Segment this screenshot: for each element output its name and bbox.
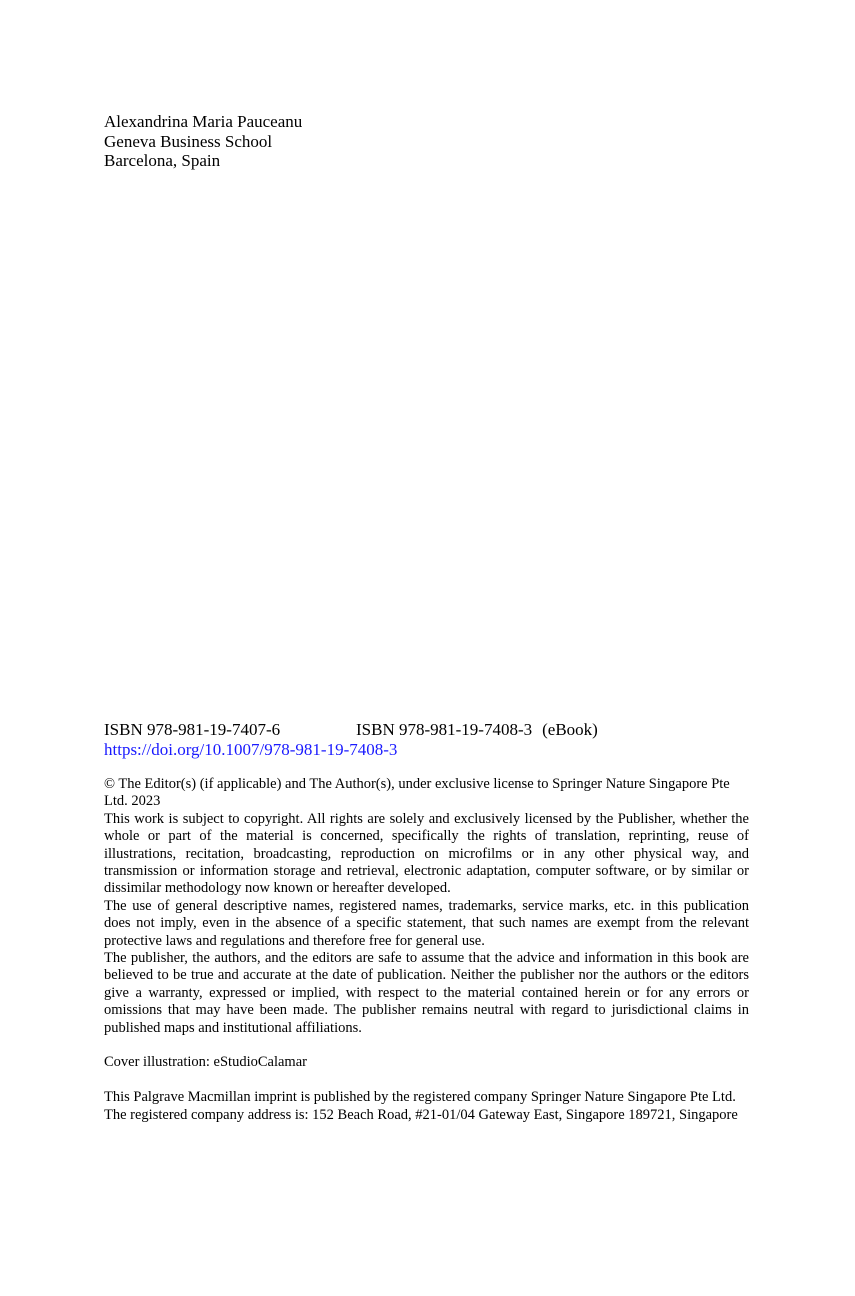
isbn-ebook: ISBN 978-981-19-7408-3 xyxy=(356,720,533,739)
author-affiliation: Geneva Business School xyxy=(104,131,273,151)
doi-link[interactable]: https://doi.org/10.1007/978-981-19-7408-3 xyxy=(104,740,398,759)
ebook-tag: (eBook) xyxy=(542,720,598,739)
cover-credit: Cover illustration: eStudioCalamar xyxy=(104,1054,307,1071)
legal-block xyxy=(104,776,749,1124)
isbn-block xyxy=(104,720,749,760)
address-paragraph: The registered company address is: 152 Beach Road, #21-01/04 Gateway East, Singapore 189721, Singapore xyxy=(104,1106,738,1123)
rights-paragraph: This work is subject to copyright. All rights are solely and exclusively licensed by the Publisher, whether the whole or part of the material is concerned, specifically the rights of translation, reprinting, reuse of illustrations, recitation, broadcasting, reproduction on microfilms or in any other physical way, and transmission or information storage and retrieval, electronic adaptation, computer software, or by similar or dissimilar methodology now known or hereafter developed. xyxy=(104,810,749,897)
disclaimer-paragraph: The publisher, the authors, and the editors are safe to assume that the advice and information in this book are believed to be true and accurate at the date of publication. Neither the publisher nor the authors or the editors give a warranty, expressed or implied, with respect to the material contained herein or for any errors or omissions that may have been made. The publisher remains neutral with regard to jurisdictional claims in published maps and institutional affiliations. xyxy=(104,950,749,1036)
author-block xyxy=(104,112,302,171)
isbn-row xyxy=(104,720,749,740)
imprint-paragraph: This Palgrave Macmillan imprint is published by the registered company Springer Nature Singapore Pte Ltd. xyxy=(104,1089,736,1106)
spacer xyxy=(104,1037,749,1054)
copyright-notice: © The Editor(s) (if applicable) and The Author(s), under exclusive license to Springer Nature Singapore Pte Ltd. 2023 xyxy=(104,776,730,810)
isbn-ebook-group xyxy=(356,720,598,740)
trademark-paragraph: The use of general descriptive names, registered names, trademarks, service marks, etc. in this publication does not imply, even in the absence of a specific statement, that such names are exempt from the relevant protective laws and regulations and therefore free for general use. xyxy=(104,897,749,949)
author-location: Barcelona, Spain xyxy=(104,151,221,170)
spacer xyxy=(104,1072,749,1089)
author-name: Alexandrina Maria Pauceanu xyxy=(104,112,303,131)
isbn-print: ISBN 978-981-19-7407-6 xyxy=(104,720,281,739)
